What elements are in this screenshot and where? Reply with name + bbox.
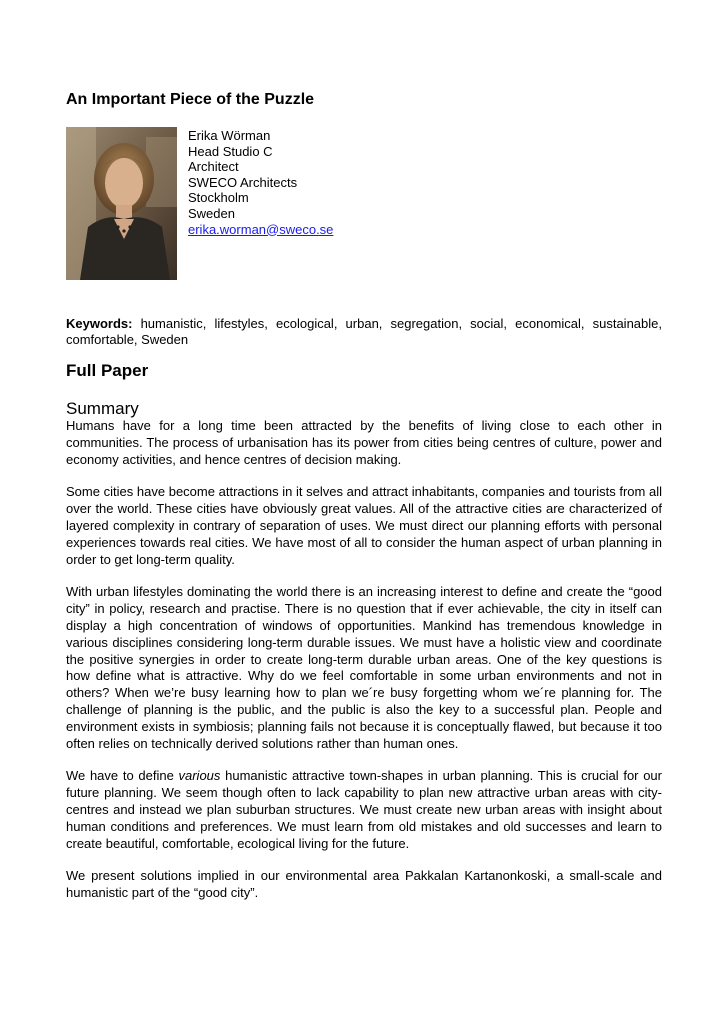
author-email-link[interactable]: erika.worman@sweco.se <box>188 221 334 237</box>
p4-text-end: humanistic attractive town-shapes in urban planning. This is crucial for our future planning. We seem though often to lack capability to plan new attractive urban areas with city-centres and instead we plan suburban structures. We must create new urban areas with insight about human conditions and preferences. We must learn from old mistakes and old successes and learn to create beautiful, comfortable, ecological living for the future. <box>66 768 662 851</box>
author-profession: Architect <box>188 159 239 175</box>
summary-paragraph-5: We present solutions implied in our environmental area Pakkalan Kartanonkoski, a small-scale and humanistic part of the “good city”. <box>66 868 662 901</box>
p4-italic-word: various <box>178 768 221 784</box>
author-city: Stockholm <box>188 190 249 206</box>
summary-paragraph-3: With urban lifestyles dominating the world there is an increasing interest to define and create the “good city” in policy, research and practise. There is no question that if ever achievable, the city in itself can display a high concentration of windows of opportunities. Mankind has tremendous knowledge in various disciplines considering long-term durable issues. We must have a holistic view and coordinate the positive synergies in order to create long-term durable urban areas. One of the key questions is how define what is attractive. Why do we feel comfortable in some urban environments and not in others? When we’re busy learning how to plan we´re busy forgetting whom we´re planning for. The challenge of planning is the public, and the public is also the key to a successful plan. People and environment exists in symbiosis; planning fails not because it is conceptually flawed, but because it too often relies on technically derived solutions rather than human ones. <box>66 584 662 751</box>
paper-title: An Important Piece of the Puzzle <box>66 91 315 108</box>
author-position: Head Studio C <box>188 143 273 159</box>
summary-body <box>66 418 662 918</box>
full-paper-heading: Full Paper <box>66 361 149 380</box>
author-company: SWECO Architects <box>188 174 298 190</box>
author-country: Sweden <box>188 205 235 221</box>
summary-heading: Summary <box>66 399 139 418</box>
author-info <box>188 128 333 237</box>
author-name: Erika Wörman <box>188 128 271 143</box>
keywords-paragraph <box>66 316 662 348</box>
summary-paragraph-1: Humans have for a long time been attracted by the benefits of living close to each other in communities. The process of urbanisation has its power from cities being centres of culture, power and economy activities, and hence centres of decision making. <box>66 418 662 467</box>
author-photo <box>66 127 177 280</box>
summary-paragraph-2: Some cities have become attractions in it selves and attract inhabitants, companies and tourists from all over the world. These cities have obviously great values. All of the attractive cities are characterized of layered complexity in contrary of separation of uses. We must direct our planning efforts with personal experiences towards real cities. We have most of all to consider the human aspect of urban planning in order to get long-term quality. <box>66 484 662 567</box>
summary-paragraph-4 <box>66 768 662 852</box>
keywords-label: Keywords: <box>66 316 133 331</box>
p4-text-start: We have to define <box>66 768 179 784</box>
keywords-text: humanistic, lifestyles, ecological, urban, segregation, social, economical, sustainable, comfortable, Sweden <box>66 316 662 347</box>
